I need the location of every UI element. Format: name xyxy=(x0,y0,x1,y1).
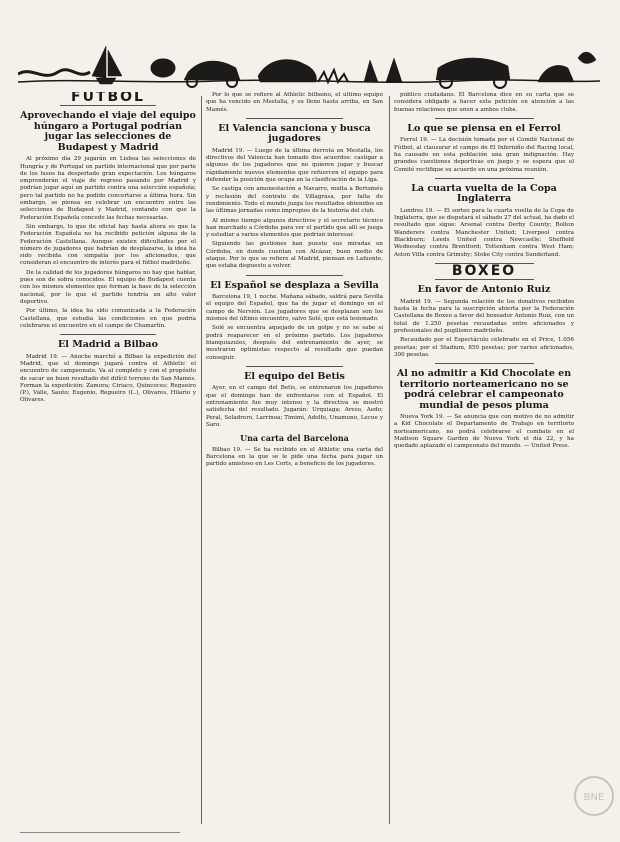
headline-kid-chocolate: Al no admitir a Kid Chocolate en territorio norteamericano no se podrá celebrar el campeonato mundial de pesos pluma xyxy=(396,368,572,411)
article-paragraph: Recaudado por el Espectáculo celebrado en el Price, 1.056 pesetas; por el Stadium, 850 pesetas; por varios aficionados, 300 pesetas. xyxy=(394,337,574,358)
headline-espanol-sevilla: El Español se desplaza a Sevilla xyxy=(210,279,379,291)
divider xyxy=(60,105,157,106)
banner-athletes xyxy=(364,58,402,82)
column-left xyxy=(20,92,196,827)
article-paragraph: Londres 19. — El sorteo para la cuarta vuelta de la Copa de Inglaterra, que se disputará el sábado 27 del actual, ha dado el resultado que sigue: Arsenal contra Derby County; Bolton Wanderers contra Manchester United; Liverpool contra Blackburn; Leeds United contra Newcastle; Sheffield Wednesday contra Brentford; Tottenham contra West Ham; Aston Villa contra Grimsby; Stoke City contra Sunderland. xyxy=(394,207,574,258)
headline-hungria: Aprovechando el viaje del equipo húngaro a Portugal podrían jugar las selecciones de Budapest y Madrid xyxy=(20,110,196,153)
headline-carta-barcelona: Una carta del Barcelona xyxy=(240,433,349,444)
article-paragraph: Por último, la idea ha sido comunicada a la Federación Castellana, que estudia las condiciones en que podría celebrarse el encuentro en el campo de Chamartín. xyxy=(20,308,196,329)
library-stamp xyxy=(572,774,616,818)
article-paragraph: Madrid 19. — Luego de la última derrota en Mestalla, los directivos del Valencia han tomado dos acuerdos: castigar a algunos de los jugadores que no quieren jugar y buscar rápidamente nuevos elementos que refuercen el equipo para defender la posición que ocupa en la clasificación de la Liga. xyxy=(206,147,383,184)
banner-leaves xyxy=(578,52,596,63)
divider xyxy=(246,275,343,276)
column-divider xyxy=(389,96,390,824)
article-paragraph: Al mismo tiempo algunos directivos y el secretario técnico han marchado a Córdoba para ver el partido que allí se juega y estudiar a varios elementos que podrían interesar. xyxy=(206,217,383,239)
headline-antonio-ruiz: En favor de Antonio Ruiz xyxy=(417,284,551,296)
headline-valencia: El Valencia sanciona y busca jugadores xyxy=(218,122,371,145)
banner-horse-rider xyxy=(258,60,317,82)
article-paragraph: Al próximo día 29 jugarán en Lisboa las selecciones de Hungría y de Portugal un partido internacional que por parte de los lusos ha despertado gran expectación. Los húngaros emprenderán el viaje de regreso pasando por Madrid y podrían jugar aquí un partido contra una selección española; pero tal partido no ha podido concertarse a última hora. Sin embargo, se piensa en celebrar un encuentro entre las selecciones de Budapest y Madrid, contando con que la Federación Española concede las fechas necesarias. xyxy=(20,156,196,221)
divider xyxy=(435,118,534,119)
column-right xyxy=(394,92,574,827)
divider xyxy=(435,363,534,364)
article-paragraph: Bilbao 19. — Se ha recibido en el Athletic una carta del Barcelona en la que se le pide una fecha para jugar un partido amistoso en Les Corts, a beneficio de los jugadores. xyxy=(206,446,383,468)
article-paragraph: Madrid 19. — Segunda relación de los donativos recibidos hasta la fecha para la suscripción abierta por la Federación Castellana de Boxeo a favor del boxeador Antonio Ruiz, con un total de 1.250 pesetas recaudadas entre aficionados y profesionales del pugilismo madrileño. xyxy=(394,298,574,334)
article-paragraph: Solé se encuentra aquejado de un golpe y no se sabe si podrá reaparecer en el próximo partido. Los jugadores blanquiazules, después del entrenamiento de ayer, se mostraron optimistas respecto al resultado que puedan conseguir. xyxy=(206,325,383,361)
banner-runner-figure xyxy=(151,59,175,77)
headline-betis: El equipo del Betis xyxy=(244,370,345,382)
article-paragraph: Nueva York 19. — Se anuncia que con motivo de no admitir a Kid Chocolate el Departamento de Trabajo en territorio norteamericano, no podrá celebrarse el combate en el Madison Square Garden de Nueva York el día 22, y ha quedado aplazado el campeonato del mundo. — United Press. xyxy=(394,414,574,450)
divider xyxy=(246,366,343,367)
banner-wave-left xyxy=(18,70,90,76)
article-paragraph: De la calidad de los jugadores húngaros no hay que hablar, pues son de sobra conocidos. El equipo de Budapest cuenta con los mismos elementos que forman la base de la selección nacional, por lo que el partido tendría un alto valor deportivo. xyxy=(20,269,196,305)
article-paragraph: Ferrol 19. — La decisión tomada por el Comité Nacional de Fútbol, al clausurar el campo de El Inferniño del Racing local, ha causado en esta población una gran indignación. Hay grandes cuestiones deportivas en juego y se espera que el Comité rectifique su acuerdo en una próxima reunión. xyxy=(394,137,574,173)
headline-madrid-bilbao: El Madrid a Bilbao xyxy=(58,339,158,351)
divider xyxy=(435,279,534,280)
divider xyxy=(435,178,534,179)
article-paragraph: Madrid 19. — Anoche marchó a Bilbao la expedición del Madrid, que el domingo jugará contra el Athletic el encuentro de campeonato. Va al completo y con el propósito de sacar un buen resultado del difícil terreno de San Mamés. Forman la expedición: Zamora; Ciriaco, Quincoces; Regueiro (P.), Valle, Sauto; Eugenio, Regueiro (L.), Olivares, Hilario y Olivares. xyxy=(20,353,196,404)
section-title-boxeo: BOXEO xyxy=(451,262,517,279)
page-edge-line xyxy=(20,832,180,834)
headline-ferrol: Lo que se piensa en el Ferrol xyxy=(407,122,561,134)
section-title-futbol: FUTBOL xyxy=(71,92,145,105)
divider xyxy=(246,118,343,119)
article-paragraph: Por lo que se refiere al Athletic bilbaíno, el último equipo que ha vencido en Mestalla, y su lleno hasta arriba, en San Mamés. xyxy=(206,92,383,113)
article-paragraph: público ciudadano. El Barcelona dice en su carta que se considera obligado a hacer esta petición en atención a las buenas relaciones que unen a ambos clubs. xyxy=(394,92,574,113)
column-middle xyxy=(206,92,383,827)
column-divider xyxy=(201,96,202,824)
article-paragraph: Se castiga con amonestación a Navarro, multa a Bertoméu y reclusión del contrato de Villagrasa, por falta de rendimiento. Todo el mundo juzga los resultados obtenidos en las últimas jornadas como impropios de la historia del club. xyxy=(206,186,383,215)
banner-grass xyxy=(318,70,348,82)
banner-sailboat xyxy=(92,46,122,84)
divider xyxy=(60,334,157,335)
stamp-text: BNE xyxy=(583,792,605,803)
banner-runner-right xyxy=(538,65,574,82)
article-paragraph: Barcelona 19, 1 noche. Mañana sábado, saldrá para Sevilla el equipo del Español, que ha de jugar el domingo en el campo de Nervión. Los jugadores que se desplazan son los mismos del último encuentro, salvo Solé, que está lesionado. xyxy=(206,294,383,323)
article-paragraph: Ayer, en el campo del Betis, se entrenaron los jugadores que el domingo han de enfrentarse con el Español. El entrenamiento fue muy intenso y la directiva se mostró satisfecha del resultado. Jugarán: Urquiaga; Areso, Aedo; Peral, Soladrero, Larrinoa; Timimi, Adolfo, Unamuno, Lecue y Saro. xyxy=(206,385,383,428)
article-paragraph: Sin embargo, lo que de oficial hay hasta ahora es que la Federación Española no ha recibido petición alguna de la Federación Castellana. Aunque existen dificultades por el número de jugadores que habrían de desplazarse, la idea ha sido recibida con simpatía por los aficionados, que consideran el encuentro de interés para el fútbol madrileño. xyxy=(20,223,196,267)
headline-copa-inglaterra: La cuarta vuelta de la Copa Inglaterra xyxy=(411,182,557,205)
article-paragraph: Siguiendo las gestiones han puesto sus miradas en Córdoba, en donde cuentan con Alcázar, buen medio de ataque. Por lo que se refiere al Madrid, piensan en Lafuente, que estaba dispuesto a volver. xyxy=(206,241,383,270)
